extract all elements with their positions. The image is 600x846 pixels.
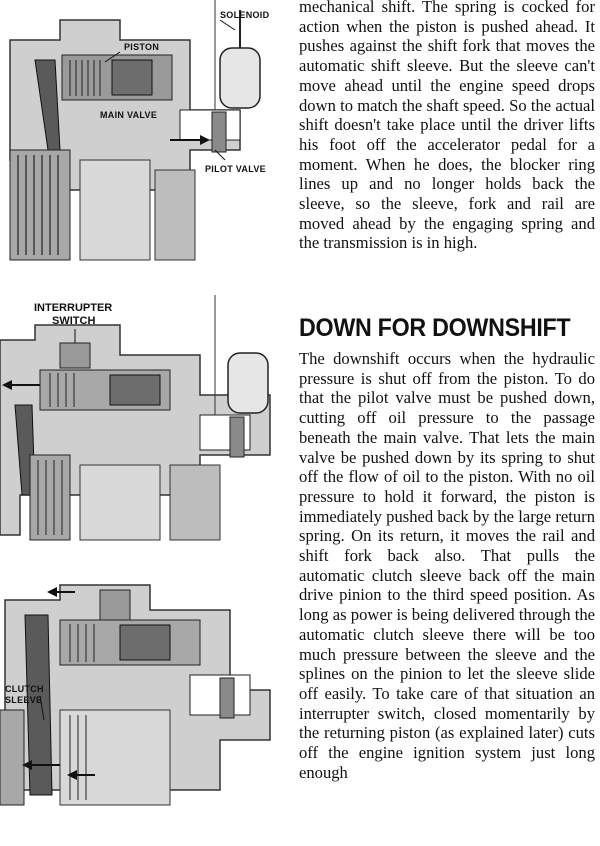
label-solenoid: SOLENOID [220,10,270,20]
figure-overdrive-upshift [0,0,280,270]
paragraph-text-1: mechanical shift. The spring is cocked for action when the piston is pushed ahead. It pushes against the shift fork that moves the automatic shift sleeve. But the sleeve can't move ahead until the engine speed drops down to match the shaft speed. So the actual shift doesn't take place until the driver lifts his foot off the accelerator pedal for a moment. When he does, the blocker ring lines up and no longer holds back the sleeve, so the sleeve, fork and rail are moved ahead by the engaging spring and the transmission is in high. [299,0,595,253]
label-pilot-valve: PILOT VALVE [205,164,266,174]
figure-1-drawing [0,0,280,270]
figure-3-drawing [0,570,280,810]
figure-clutch-sleeve [0,570,280,810]
label-main-valve: MAIN VALVE [100,110,158,120]
figure-interrupter-switch [0,295,280,545]
article-paragraph-2 [299,349,595,782]
figure-2-drawing [0,295,280,545]
label-clutch-sleeve: CLUTCH SLEEVE [5,684,44,705]
section-heading: DOWN FOR DOWNSHIFT [299,314,571,342]
paragraph-text-2: The downshift occurs when the hydraulic pressure is shut off from the piston. To do that the pilot valve must be pushed down, cutting off oil pressure to the passage beneath the main valve. That lets the main valve be pushed down by its spring to shut off the flow of oil to the piston. With no oil pressure to hold it forward, the piston is immediately pushed back by the large return spring. On its return, it moves the rail and shift fork back also. That pulls the automatic clutch sleeve back off the main drive pinion to the third speed position. As long as power is being delivered through the automatic clutch sleeve there will be too much pressure between the sleeve and the splines on the pinion to let the sleeve slide off easily. To take care of that situation an interrupter switch, closed momentarily by the returning piston (as explained later) cuts off the engine ignition system just long enough [299,349,595,782]
label-piston: PISTON [124,42,160,52]
label-interrupter-switch: INTERRUPTER SWITCH [34,302,113,327]
article-paragraph-1 [299,0,595,253]
